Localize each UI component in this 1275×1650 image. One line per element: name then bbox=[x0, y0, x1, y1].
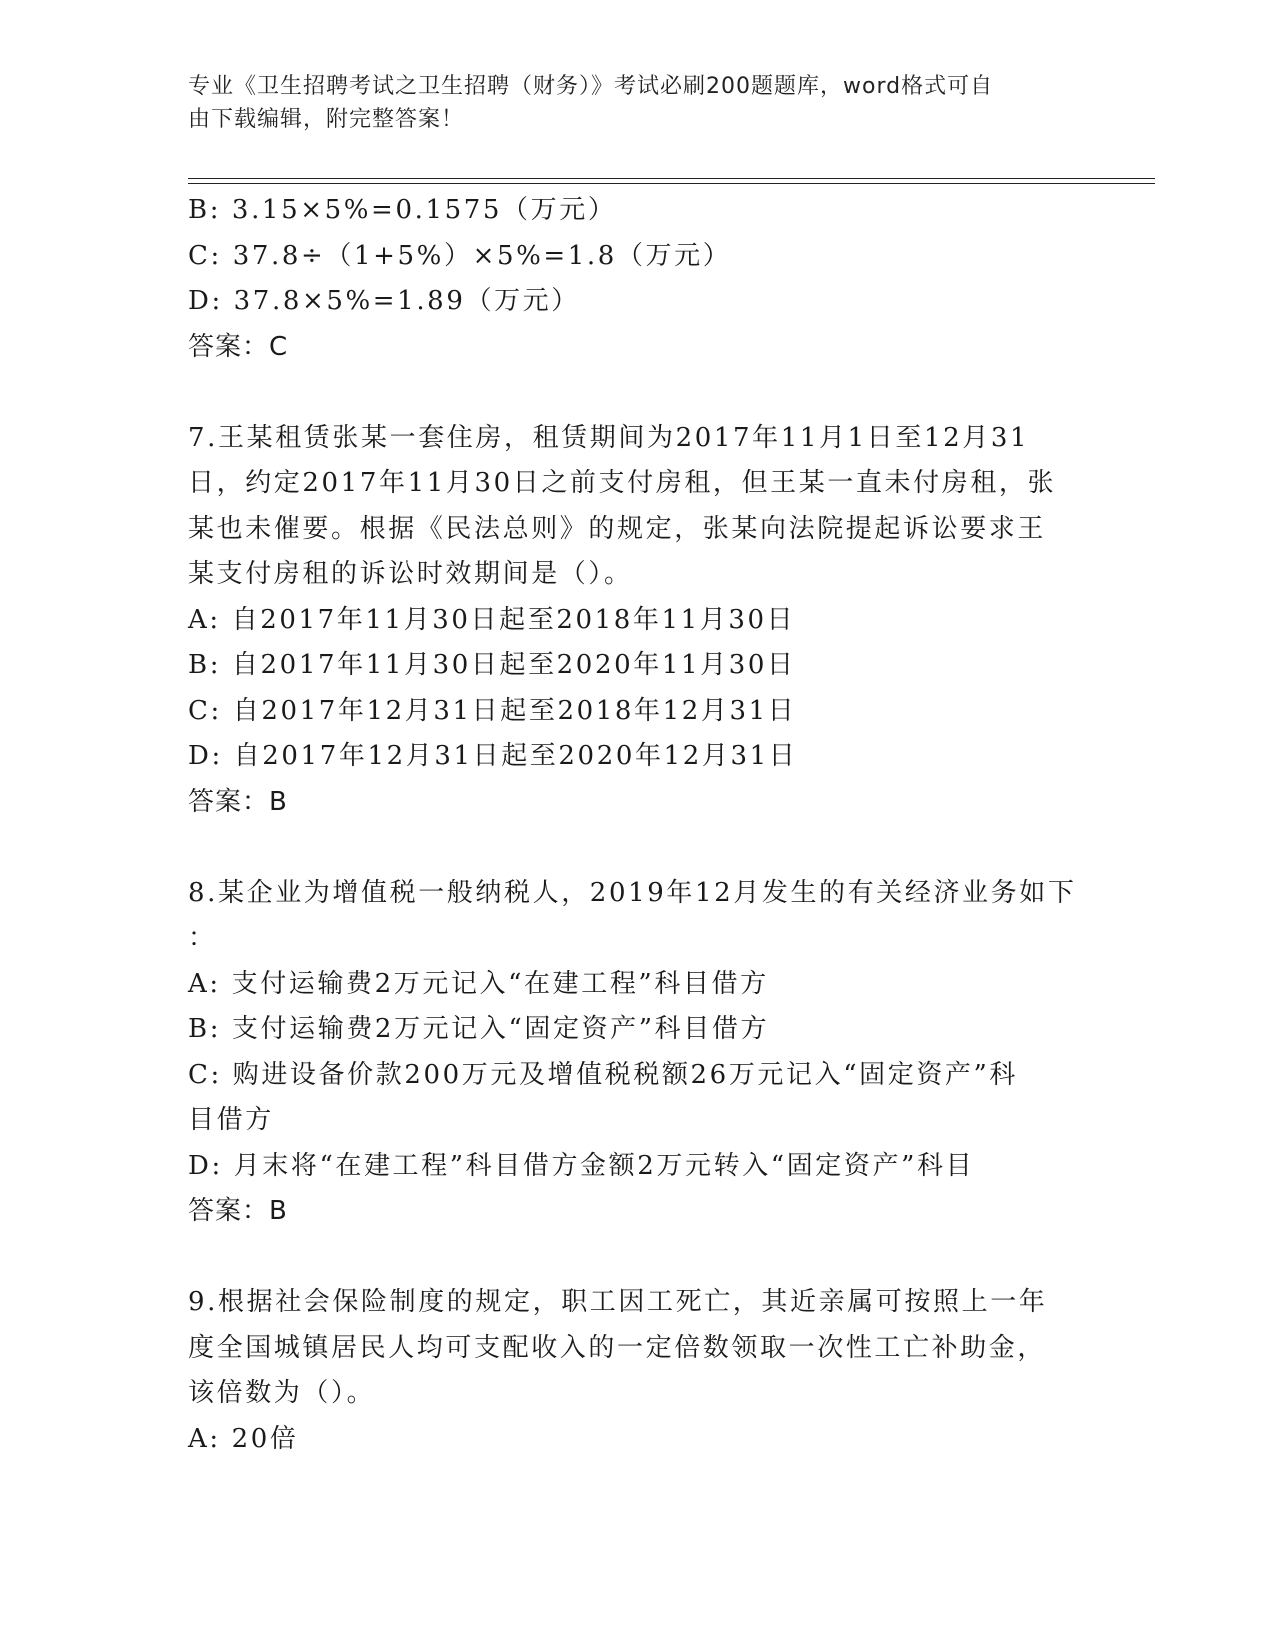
q8-option-a: A: 支付运输费2万元记入“在建工程”科目借方 bbox=[188, 968, 769, 999]
header-divider-top bbox=[188, 178, 1155, 179]
q6-option-c: C: 37.8÷（1+5%）×5%=1.8（万元） bbox=[188, 240, 732, 271]
header-line-1: 专业《卫生招聘考试之卫生招聘（财务）》考试必刷200题题库，word格式可自 bbox=[188, 74, 994, 99]
q9-stem-line: 度全国城镇居民人均可支配收入的一定倍数领取一次性工亡补助金， bbox=[188, 1332, 1047, 1363]
question-6-fragment bbox=[188, 188, 1088, 370]
q9-stem-line: 该倍数为（）。 bbox=[188, 1378, 376, 1408]
spacer bbox=[188, 1235, 1088, 1281]
q9-option-a: A: 20倍 bbox=[188, 1423, 299, 1454]
q8-option-d: D: 月末将“在建工程”科目借方金额2万元转入“固定资产”科目 bbox=[188, 1150, 975, 1181]
q7-stem-line: 日，约定2017年11月30日之前支付房租，但王某一直未付房租，张 bbox=[188, 468, 1057, 498]
q6-option-d: D: 37.8×5%=1.89（万元） bbox=[188, 286, 580, 316]
header-divider-bottom bbox=[188, 183, 1155, 184]
spacer bbox=[188, 825, 1088, 871]
q8-option-c-line: 目借方 bbox=[188, 1105, 274, 1135]
q9-stem-line: 9.根据社会保险制度的规定，职工因工死亡，其近亲属可按照上一年 bbox=[188, 1287, 1048, 1317]
q7-option-d: D: 自2017年12月31日起至2020年12月31日 bbox=[188, 741, 798, 771]
question-8 bbox=[188, 871, 1088, 1235]
header-line-2: 由下载编辑，附完整答案！ bbox=[188, 107, 465, 132]
question-content bbox=[188, 188, 1088, 1462]
q7-stem-line: 某支付房租的诉讼时效期间是（）。 bbox=[188, 559, 633, 589]
q7-option-a: A: 自2017年11月30日起至2018年11月30日 bbox=[188, 604, 796, 635]
q8-answer: 答案：B bbox=[188, 1196, 288, 1226]
spacer bbox=[188, 370, 1088, 416]
q6-answer: 答案：C bbox=[188, 331, 289, 362]
q6-option-b: B: 3.15×5%=0.1575（万元） bbox=[188, 195, 617, 225]
q8-stem-line: ： bbox=[188, 923, 217, 953]
q7-answer: 答案：B bbox=[188, 786, 288, 817]
question-7 bbox=[188, 416, 1088, 826]
q8-stem-line: 8.某企业为增值税一般纳税人，2019年12月发生的有关经济业务如下 bbox=[188, 877, 1077, 908]
q7-option-b: B: 自2017年11月30日起至2020年11月30日 bbox=[188, 650, 796, 680]
q7-stem-line: 某也未催要。根据《民法总则》的规定，张某向法院提起诉讼要求王 bbox=[188, 513, 1047, 544]
q8-option-c-line: C: 购进设备价款200万元及增值税税额26万元记入“固定资产”科 bbox=[188, 1059, 1019, 1090]
q8-option-b: B: 支付运输费2万元记入“固定资产”科目借方 bbox=[188, 1014, 770, 1044]
document-header bbox=[188, 70, 1088, 136]
q7-option-c: C: 自2017年12月31日起至2018年12月31日 bbox=[188, 695, 797, 726]
question-9 bbox=[188, 1280, 1088, 1462]
q7-stem-line: 7.王某租赁张某一套住房，租赁期间为2017年11月1日至12月31 bbox=[188, 422, 1030, 453]
